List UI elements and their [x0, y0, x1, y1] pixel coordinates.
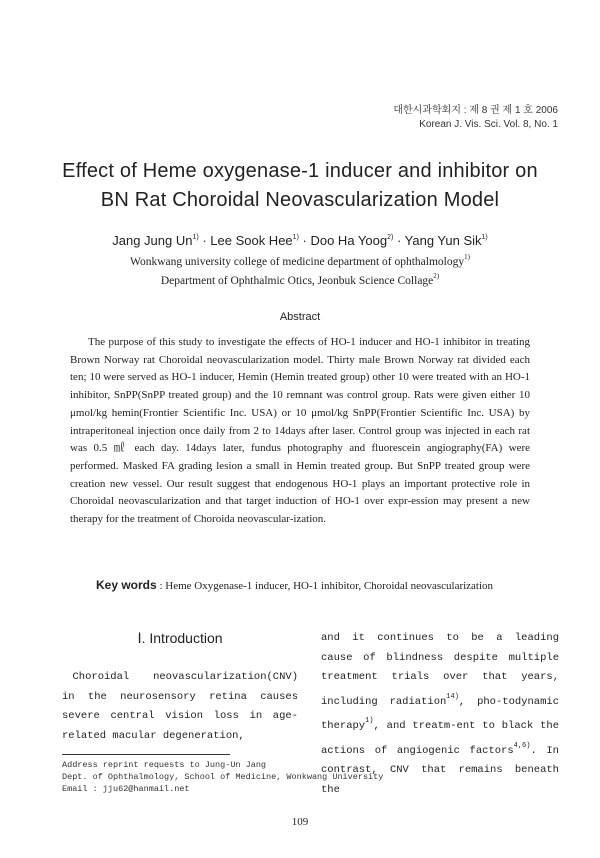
footnote-line-3: Email : jju62@hanmail.net	[62, 784, 190, 794]
author-affiliation-mark: 1)	[192, 234, 199, 241]
section-number: Ⅰ.	[137, 630, 146, 646]
keywords-text: Heme Oxygenase-1 inducer, HO-1 inhibitor, Choroidal neovascularization	[165, 580, 494, 592]
footnote-rule	[62, 754, 230, 755]
section-title: Introduction	[149, 630, 223, 646]
citation-mark: 14)	[446, 692, 459, 701]
keywords	[96, 578, 493, 592]
footnote-line-2: Dept. of Ophthalmology, School of Medicine, Wonkwang University	[62, 772, 384, 782]
author-separator: ·	[393, 233, 405, 248]
abstract-heading: Abstract	[279, 311, 321, 323]
body-column-left	[62, 668, 298, 746]
footnote-line-1: Address reprint requests to Jung-Un Jang	[62, 760, 267, 770]
affiliation-2: Department of Ophthalmic Otics, Jeonbuk Science Collage$^{2)}$	[160, 272, 440, 287]
abstract-body	[70, 334, 530, 529]
footnote	[62, 759, 383, 795]
author-affiliation-mark: 1)	[481, 234, 488, 241]
journal-line-korean: 대한시과학회지 : 제 8 권 제 1 호 2006	[393, 105, 558, 116]
page-number: 109	[291, 816, 309, 828]
section-heading	[62, 630, 298, 647]
affiliation-mark: 2)	[433, 272, 440, 280]
citation-mark: 1)	[365, 717, 374, 725]
author-affiliation-mark: 2)	[387, 234, 394, 241]
citation-mark: 4,6)	[513, 741, 531, 750]
author-separator: ·	[198, 233, 211, 248]
author-name: Doo Ha Yoog	[310, 233, 388, 248]
body-paragraph: Choroidal neovascularization(CNV) in the neurosensory retina causes severe central vision loss in age-related macular degeneration,	[62, 671, 298, 742]
title-line-2: BN Rat Choroidal Neovascularization Model	[100, 189, 500, 211]
keywords-separator: :	[156, 580, 166, 592]
author-separator: ·	[298, 233, 311, 248]
author-name: Yang Yun Sik	[404, 233, 482, 248]
author-affiliation-mark: 1)	[292, 234, 299, 241]
title-line-1: Effect of Heme oxygenase-1 inducer and inhibitor on	[62, 160, 538, 182]
author-name: Lee Sook Hee	[210, 233, 293, 248]
abstract-paragraph: The purpose of this study to investigate the effects of HO-1 inducer and HO-1 inhibitor in treating Brown Norway rat Choroidal neovascularization model. Thirty male Brown Norway rat divided each ten; 10 were served as HO-1 inducer, Hemin (Hemin treated group) other 10 were treated with an HO-1 inhibitor, SnPP(SnPP treated group) and the 10 remnant was control group. Rats were given either 10 μmol/kg hemin(Frontier Scientific Inc. USA) or 10 μmol/kg SnPP(Frontier Scientific Inc. USA) by intraperitoneal injection once daily from 2 to 14days after laser. Control group was injected in each rat was 0.5 ㎖ each day. 14days later, fundus photography and fluorescein angiography(FA) were performed. Masked FA grading lesion a small in Hemin treated group. But SnPP treated group were creation new vessel. Our result suggest that endogenous HO-1 plays an important protective role in Choroidal neovascularization and that target induction of HO-1 over expr-ession may present a new therapy for the treatment of Choroida neovascular-ization.	[70, 336, 530, 526]
body-paragraph: and it continues to be a leading cause of blindness despite multiple treatment trials over that years, including radiation$^{14)}$, pho-todynamic therapy$^{1)}$, and treatm-ent to black the actions of angiogenic factors$^{4,6)}$. In contrast, CNV that remains beneath the	[321, 632, 559, 796]
keywords-label: Key words	[96, 578, 157, 592]
journal-line-english: Korean J. Vis. Sci. Vol. 8, No. 1	[419, 119, 558, 130]
paper-title	[0, 157, 600, 215]
journal-header	[393, 104, 558, 132]
affiliation-mark: 1)	[464, 253, 470, 261]
author-name: Jang Jung Un	[112, 233, 193, 248]
author-list	[0, 233, 600, 248]
affiliation-1: Wonkwang university college of medicine department of ophthalmology$^{1)}$	[130, 253, 470, 268]
